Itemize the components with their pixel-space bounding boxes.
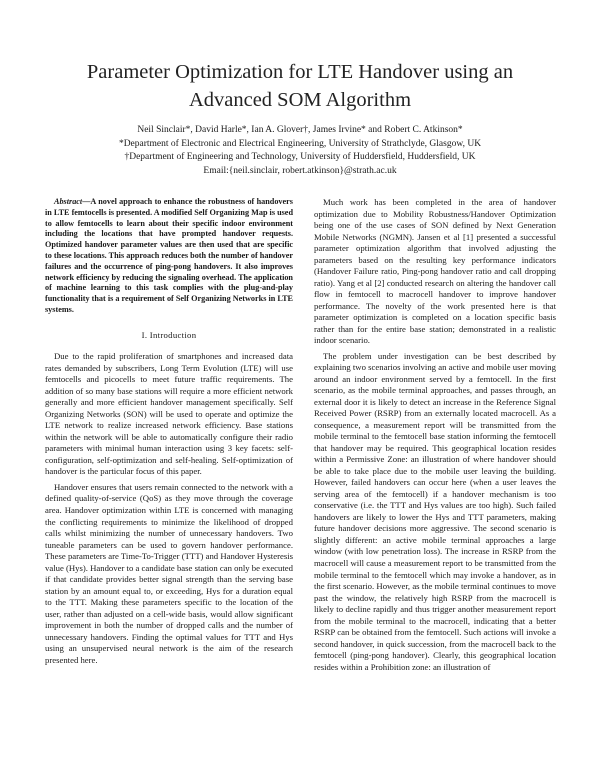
author-block bbox=[30, 124, 570, 178]
abstract-text: —A novel approach to enhance the robustness of handovers in LTE femtocells is presented. A modified Self Organizing Map is used to allow femtocells to learn about their specific indoor environment including the locations that have prompted handover requests. Optimized handover parameter values are then used that are specific to these locations. This approach reduces both the number of handover failures and the occurrence of ping-pong handovers. It also improves network efficiency by reducing the signaling overhead. The application of machine learning to this task complies with the plug-and-play functionality that is a requirement of Self Organizing Networks in LTE systems. bbox=[45, 197, 293, 314]
affiliation-1: *Department of Electronic and Electrical Engineering, University of Strathclyde, Glasgow, UK bbox=[118, 138, 482, 149]
title-line-2: Advanced SOM Algorithm bbox=[188, 89, 412, 111]
author-email: Email:{neil.sinclair, robert.atkinson}@strath.ac.uk bbox=[203, 165, 397, 176]
abstract-label: Abstract bbox=[54, 197, 83, 206]
intro-paragraph-1: Due to the rapid proliferation of smartphones and increased data rates demanded by subscribers, Long Term Evolution (LTE) will use femtocells and picocells to meet future traffic requirements. The addition of so many base stations will require a more efficient network generally and more efficient handover management specifically. Self Organizing Networks (SON) will be used to operate and optimize the LTE network to realize increased network efficiency. Base stations within the network will be able to automatically configure their radio parameters with minimal human interaction using 3 key facets: self-configuration, self-optimization and self-healing. Self-optimization of handover is the particular focus of this paper. bbox=[45, 351, 293, 477]
paper-title bbox=[30, 58, 570, 114]
right-column bbox=[314, 197, 556, 673]
intro-paragraph-4: The problem under investigation can be best described by explaining two scenarios involving an active and mobile user moving around an indoor environment served by a femtocell. In the first scenario, as the mobile terminal approaches, and passes through, an external door it is likely to detect an increase in the Reference Signal Received Power (RSRP) from an externally located macrocell. As a consequence, a measurement report will be transmitted from the mobile terminal to the femtocell base station informing the femtocell that handover may be required. This geographical location resides within a Permissive Zone: an illustration of where handover should be able to take place due to the mobile user leaving the building. However, failed handovers can occur here (when a user leaves the serving area of the femtocell) if a handover mechanism is too conservative (i.e. the TTT and Hys values are too high). Such failed handovers are likely to lower the Hys and TTT parameters, making future handover decisions more aggressive. The second scenario is slightly different: an active mobile terminal approaches a large window (with low penetration loss). The increase in RSRP from the macrocell will cause a measurement report to be transmitted from the mobile terminal to the femtocell which may invoke a handover, as in the first scenario. However, as the mobile terminal continues to move past the window, the relatively high RSRP from the macrocell is likely to decline rapidly and thus trigger another measurement report from the mobile terminal to the macrocell, indicating that a better RSRP can be obtained from the femtocell. Such actions will invoke a second handover, in quick succession, from the macrocell back to the femtocell (ping-pong handover). Clearly, this geographical location resides within a Prohibition zone: an illustration of bbox=[314, 350, 556, 672]
section-heading-introduction: I. Introduction bbox=[141, 329, 197, 340]
intro-paragraph-2: Handover ensures that users remain connected to the network with a defined quality-of-service (QoS) as they move through the coverage area. Handover optimization within LTE is concerned with managing the conflicting requirements to minimize the likelihood of dropped calls whilst minimizing the number of unnecessary handovers. Two tuneable parameters can be used to govern handover performance. These parameters are Time-To-Trigger (TTT) and Handover Hysteresis value (Hys). Handover to a candidate base station can only be executed if that candidate provides better signal strength than the serving base station by an amount equal to, or exceeding, Hys for a duration equal to the TTT. Making these parameters specific to the location of the user, rather than adjusted on a cell-wide basis, would allow significant improvement in both the number of dropped calls and the number of unnecessary handovers. Finding the optimal values for TTT and Hys using an unsupervised neural network is the aim of the research presented here. bbox=[45, 481, 293, 665]
title-line-1: Parameter Optimization for LTE Handover using an bbox=[86, 61, 514, 83]
intro-paragraph-3: Much work has been completed in the area of handover optimization due to Mobility Robustness/Handover Optimization being one of the use cases of SON defined by Next Generation Mobile Networks (NGMN). Jansen et al [1] presented a successful parameter optimization algorithm that involved adjusting the parameters based on the resulting key performance indicators (Handover Failure ratio, Ping-pong handover ratio and call dropping ratio). Yang et al [2] conducted research on altering the handover call flow in femtocell to macrocell handover to improve handover performance. The novelty of the work presented here is that parameter optimization is completed on a location specific basis rather than for the entire base station; demonstrated in a realistic indoor scenario. bbox=[314, 197, 556, 346]
author-names: Neil Sinclair*, David Harle*, Ian A. Glover†, James Irvine* and Robert C. Atkinson* bbox=[137, 125, 463, 135]
left-column bbox=[45, 197, 293, 666]
affiliation-2: †Department of Engineering and Technology, University of Huddersfield, Huddersfield, UK bbox=[124, 152, 476, 163]
abstract bbox=[45, 197, 293, 316]
